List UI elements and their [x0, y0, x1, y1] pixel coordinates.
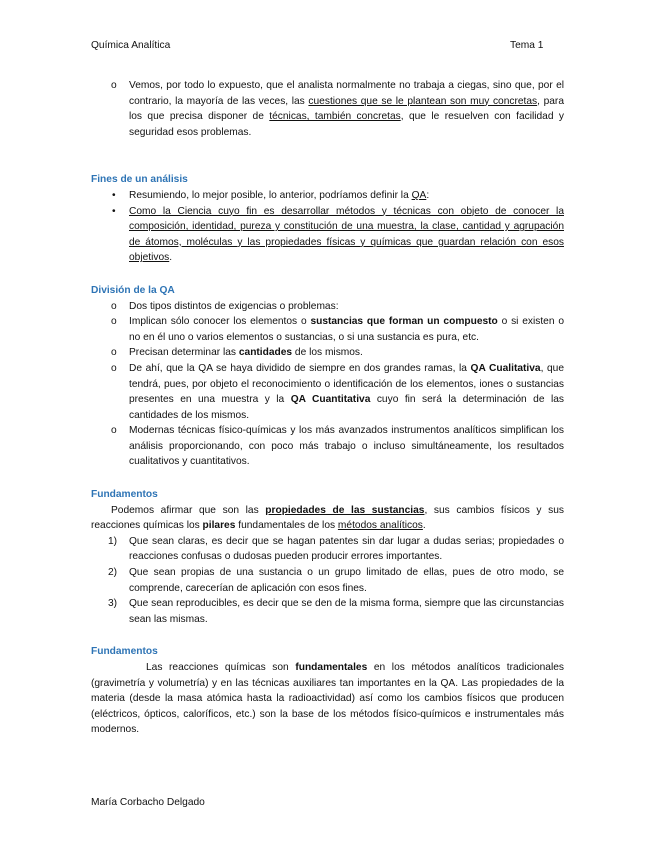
list-item: • Resumiendo, lo mejor posible, lo anterior, podríamos definir la QA: — [91, 188, 564, 204]
list-item: o Dos tipos distintos de exigencias o problemas: — [91, 299, 564, 315]
section-heading-fines: Fines de un análisis — [91, 174, 188, 186]
section-heading-fundamentos: Fundamentos — [91, 489, 158, 501]
circle-bullet: o — [111, 362, 117, 374]
fundamentos-2-paragraph: Las reacciones químicas son fundamentales en los métodos analíticos tradicionales (gravimetría y volumetría) y en las técnicas auxiliares tan importantes en la QA. Las propiedades de la materia (desde la masa atómica hasta la radioactividad) así como los cambios físicos que producen (eléctricos, ópticos, caloríficos, etc.) son la base de los métodos físico-químicos e instrumentales más modernos. — [91, 662, 564, 736]
intro-paragraph: o Vemos, por todo lo expuesto, que el analista normalmente no trabaja a ciegas, sino que, por el contrario, la mayoría de las veces, las cuestiones que se le plantean son muy concretas, para los que precisa disponer de técnicas, también concretas, que le resuelven con facilidad y seguridad esos problemas. — [111, 80, 564, 138]
circle-bullet: o — [111, 347, 117, 359]
list-item: • Como la Ciencia cuyo fin es desarrollar métodos y técnicas con objeto de conocer la composición, identidad, pureza y constitución de una muestra, la clase, cantidad y agrupación de átomos, moléculas y las propiedades físicas y químicas que guardan relación con esos objetivos. — [112, 205, 564, 264]
list-item: o Precisan determinar las cantidades de los mismos. — [91, 345, 564, 361]
item-number: 3) — [108, 598, 118, 610]
header-subject: Química Analítica — [91, 40, 171, 51]
list-item: o Modernas técnicas físico-químicas y los más avanzados instrumentos analíticos simplifican los análisis proporcionando, con poco más trabajo o incluso simultáneamente, los resultados cualitativos y cuantitativos. — [111, 425, 564, 468]
item-number: 1) — [108, 535, 118, 547]
list-item: o De ahí, que la QA se haya dividido de siempre en dos grandes ramas, la QA Cualitativa, que tendrá, pues, por objeto el reconocimiento o identificación de los elementos, iones o sustancias presentes en una muestra y la QA Cuantitativa cuyo fin será la determinación de las cantidades de los mismos. — [111, 362, 565, 421]
section-heading-fundamentos-2: Fundamentos — [91, 646, 158, 658]
circle-bullet: o — [111, 316, 117, 328]
circle-bullet: o — [111, 80, 117, 91]
bullet-dot: • — [112, 205, 116, 217]
circle-bullet: o — [111, 425, 117, 437]
bullet-dot: • — [112, 189, 116, 201]
item-number: 2) — [108, 567, 118, 579]
footer-author: María Corbacho Delgado — [91, 797, 205, 808]
document-body — [91, 78, 564, 738]
numbered-item: 2) Que sean propias de una sustancia o un grupo limitado de ellas, pues de otro modo, se comprende, carecerían de aplicación con esos fines. — [108, 567, 564, 594]
section-heading-division: División de la QA — [91, 284, 175, 296]
numbered-item: 3) Que sean reproducibles, es decir que se den de la misma forma, siempre que las circunstancias sean las mismas. — [108, 598, 564, 625]
circle-bullet: o — [111, 300, 117, 312]
fundamentos-paragraph: Podemos afirmar que son las propiedades de las sustancias, sus cambios físicos y sus reacciones químicas los pilares fundamentales de los métodos analíticos. — [91, 504, 564, 532]
list-item: o Implican sólo conocer los elementos o sustancias que forman un compuesto o si existen o no en él uno o varios elementos o sustancias, o si una sustancia es pura, etc. — [111, 316, 564, 343]
header-topic: Tema 1 — [510, 40, 544, 51]
numbered-item: 1) Que sean claras, es decir que se hagan patentes sin dar lugar a dudas serias; propiedades o reacciones confusas o dudosas pueden producir errores importantes. — [108, 535, 564, 563]
